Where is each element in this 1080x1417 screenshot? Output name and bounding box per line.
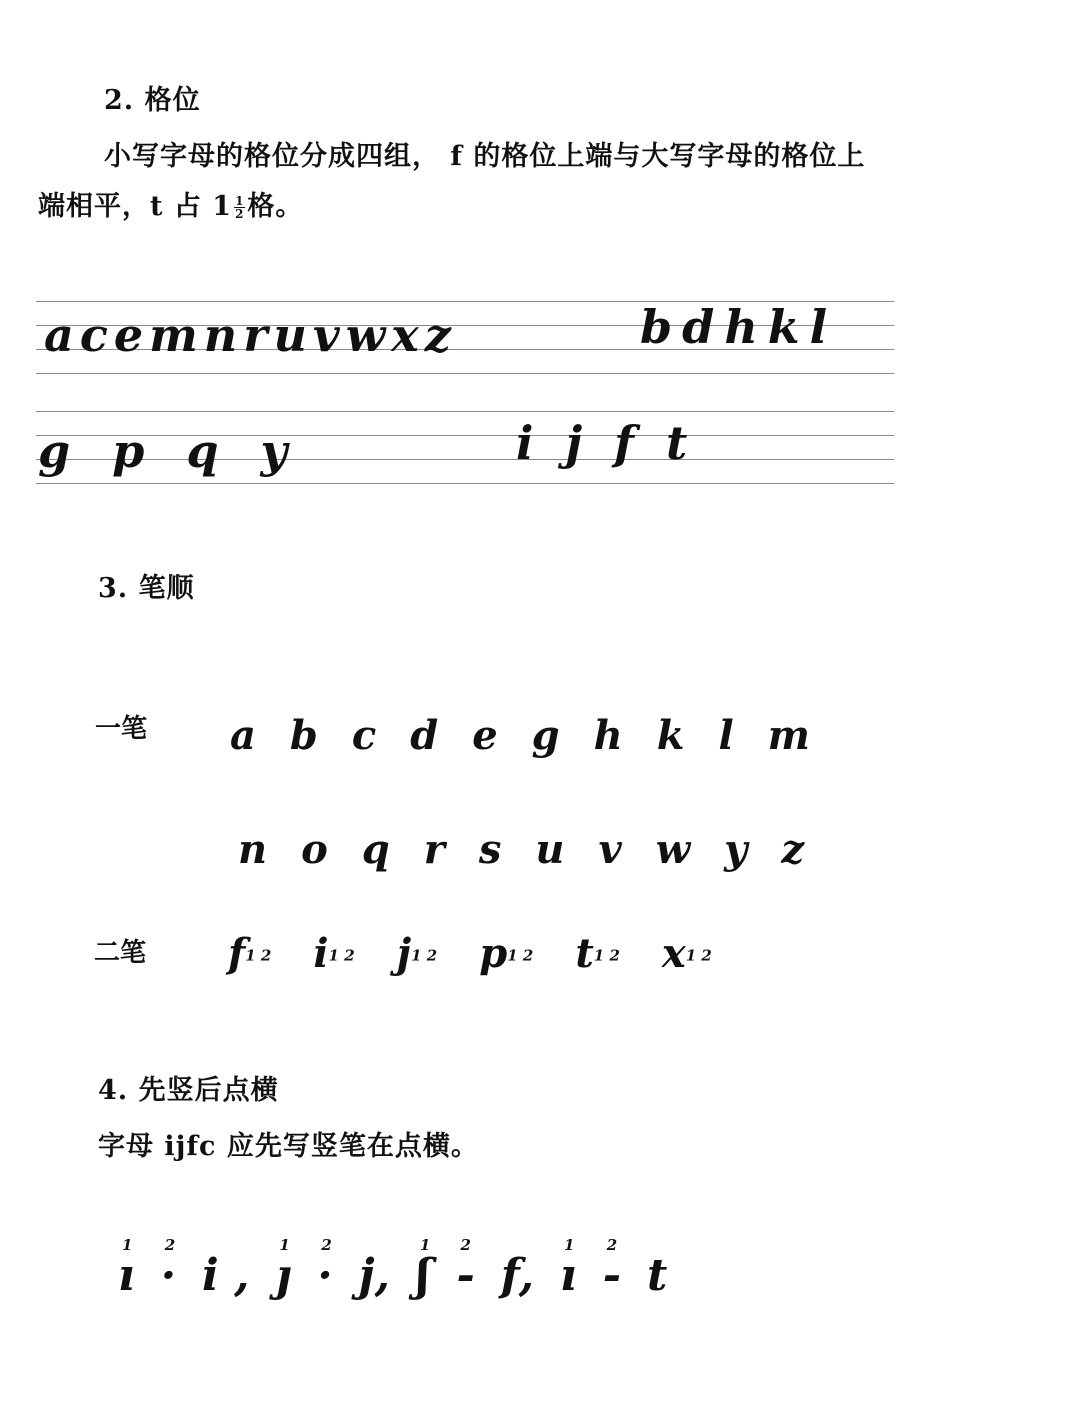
grid-letter: m: [149, 308, 204, 362]
sequence-glyph: i ,: [202, 1250, 250, 1301]
grid-letter: w: [345, 308, 392, 362]
one-stroke-letter: e: [472, 712, 532, 759]
stroke-number: 2: [321, 1236, 332, 1254]
one-stroke-letter: n: [238, 826, 302, 873]
one-stroke-letter: b: [289, 712, 352, 759]
one-half-fraction: [234, 195, 245, 220]
one-stroke-letter: c: [351, 712, 411, 759]
sequence-item: [317, 1236, 333, 1301]
one-stroke-label: 一笔: [95, 714, 148, 744]
grid-letter: a: [44, 308, 80, 362]
one-stroke-letter: z: [781, 826, 839, 873]
two-stroke-item: [396, 930, 438, 977]
stroke-number: 2: [460, 1236, 471, 1254]
one-stroke-letter: r: [423, 826, 479, 873]
two-stroke-letter: j: [396, 930, 412, 977]
two-stroke-item: [479, 930, 534, 977]
grid-row-2-letters-a: [38, 424, 330, 478]
sequence-item: [275, 1236, 292, 1301]
grid-letter: p: [112, 424, 187, 478]
stroke-number: 1: [279, 1236, 290, 1254]
sequence-item: [647, 1250, 668, 1301]
sequence-item: [160, 1236, 177, 1301]
one-stroke-letter: q: [361, 826, 424, 873]
one-stroke-letter: k: [656, 712, 719, 759]
sequence-item: [202, 1250, 250, 1301]
one-stroke-letter: v: [598, 826, 656, 873]
one-stroke-row-2: [238, 826, 839, 873]
two-stroke-item: [575, 930, 620, 977]
section-4-heading: 4. 先竖后点横: [98, 1075, 279, 1106]
one-stroke-letter: d: [410, 712, 473, 759]
stroke-number: 1 2: [245, 946, 272, 965]
grid-letter: q: [186, 424, 261, 478]
two-stroke-item: [313, 930, 355, 977]
grid-letter: n: [203, 308, 244, 362]
sequence-item: [500, 1250, 535, 1301]
one-stroke-letter: l: [718, 712, 768, 759]
grid-letter: r: [243, 308, 274, 362]
one-stroke-letter: o: [301, 826, 362, 873]
sequence-item: [560, 1236, 577, 1301]
two-stroke-item: [228, 930, 272, 977]
two-stroke-letter: f: [228, 930, 246, 977]
one-stroke-letter: a: [230, 712, 290, 759]
grid-row-1-letters-b: [640, 300, 838, 354]
sequence-item: [456, 1236, 475, 1301]
one-stroke-letter: w: [655, 826, 725, 873]
sequence-glyph: j,: [358, 1250, 390, 1301]
grid-letter: h: [724, 300, 768, 354]
two-stroke-letter: t: [575, 930, 594, 977]
grid-row-1-letters-a: [44, 308, 457, 362]
fraction-numerator: 1: [235, 194, 245, 208]
grid-letter: g: [38, 424, 113, 478]
grid-letter: i: [516, 416, 566, 470]
sequence-glyph: t: [647, 1250, 668, 1301]
grid-letter: t: [665, 416, 720, 470]
one-stroke-letter: s: [478, 826, 536, 873]
grid-letter: d: [682, 300, 725, 354]
two-stroke-letter: x: [661, 930, 686, 977]
grid-letter: v: [312, 308, 346, 362]
stroke-number: 1: [122, 1236, 133, 1254]
sequence-glyph: -: [456, 1250, 475, 1301]
one-stroke-row-1: [230, 712, 844, 759]
grid-letter: f: [614, 416, 666, 470]
two-stroke-item: [661, 930, 712, 977]
one-stroke-letter: u: [535, 826, 599, 873]
section-2-paragraph-line-1: 小写字母的格位分成四组， f 的格位上端与大写字母的格位上: [104, 141, 866, 172]
grid-line: [36, 373, 894, 374]
one-stroke-letter: h: [593, 712, 657, 759]
grid-letter: z: [424, 308, 457, 362]
two-stroke-letter: i: [313, 930, 329, 977]
grid-letter: j: [565, 416, 615, 470]
grid-line: [36, 483, 894, 484]
grid-letter: c: [79, 308, 114, 362]
sequence-glyph: ȷ: [275, 1250, 292, 1301]
two-stroke-row: [228, 930, 754, 977]
stroke-order-sequence: [118, 1236, 693, 1301]
one-stroke-letter: g: [531, 712, 594, 759]
one-stroke-letter: m: [767, 712, 844, 759]
section-4-paragraph: 字母 ijfc 应先写竖笔在点横。: [98, 1131, 479, 1162]
para-line-2-end: 格。: [247, 191, 304, 222]
stroke-number: 1 2: [507, 946, 534, 965]
grid-letter: u: [273, 308, 313, 362]
sequence-item: [118, 1236, 135, 1301]
grid-row-2-letters-b: [516, 416, 720, 470]
sequence-glyph: ı: [118, 1250, 135, 1301]
sequence-item: [415, 1236, 431, 1301]
section-3-heading: 3. 笔顺: [98, 573, 195, 604]
one-stroke-letter: y: [724, 826, 782, 873]
sequence-glyph: f,: [500, 1250, 535, 1301]
para-line-2-start: 端相平，t 占 1: [38, 191, 233, 222]
stroke-number: 1 2: [685, 946, 712, 965]
sequence-glyph: ·: [317, 1250, 333, 1301]
grid-letter: b: [640, 300, 683, 354]
sequence-glyph: -: [602, 1250, 622, 1301]
grid-letter: e: [113, 308, 150, 362]
two-stroke-letter: p: [479, 930, 508, 977]
grid-line: [36, 411, 894, 412]
sequence-item: [602, 1236, 622, 1301]
stroke-number: 1 2: [411, 946, 438, 965]
stroke-number: 1: [419, 1236, 431, 1254]
section-2-heading: 2. 格位: [104, 85, 201, 116]
grid-letter: l: [809, 300, 838, 354]
sequence-glyph: ı: [560, 1250, 577, 1301]
grid-letter: x: [391, 308, 425, 362]
section-2-paragraph-line-2: [38, 184, 303, 223]
grid-letter: k: [767, 300, 810, 354]
two-stroke-label: 二笔: [94, 938, 147, 968]
sequence-item: [358, 1250, 390, 1301]
stroke-number: 1 2: [328, 946, 355, 965]
grid-letter: y: [260, 424, 330, 478]
stroke-number: 2: [606, 1236, 618, 1254]
stroke-number: 1 2: [593, 946, 620, 965]
sequence-glyph: ·: [160, 1250, 177, 1301]
fraction-denominator: 2: [235, 207, 245, 221]
stroke-number: 1: [564, 1236, 575, 1254]
sequence-glyph: ʃ: [415, 1250, 431, 1301]
stroke-number: 2: [164, 1236, 176, 1254]
